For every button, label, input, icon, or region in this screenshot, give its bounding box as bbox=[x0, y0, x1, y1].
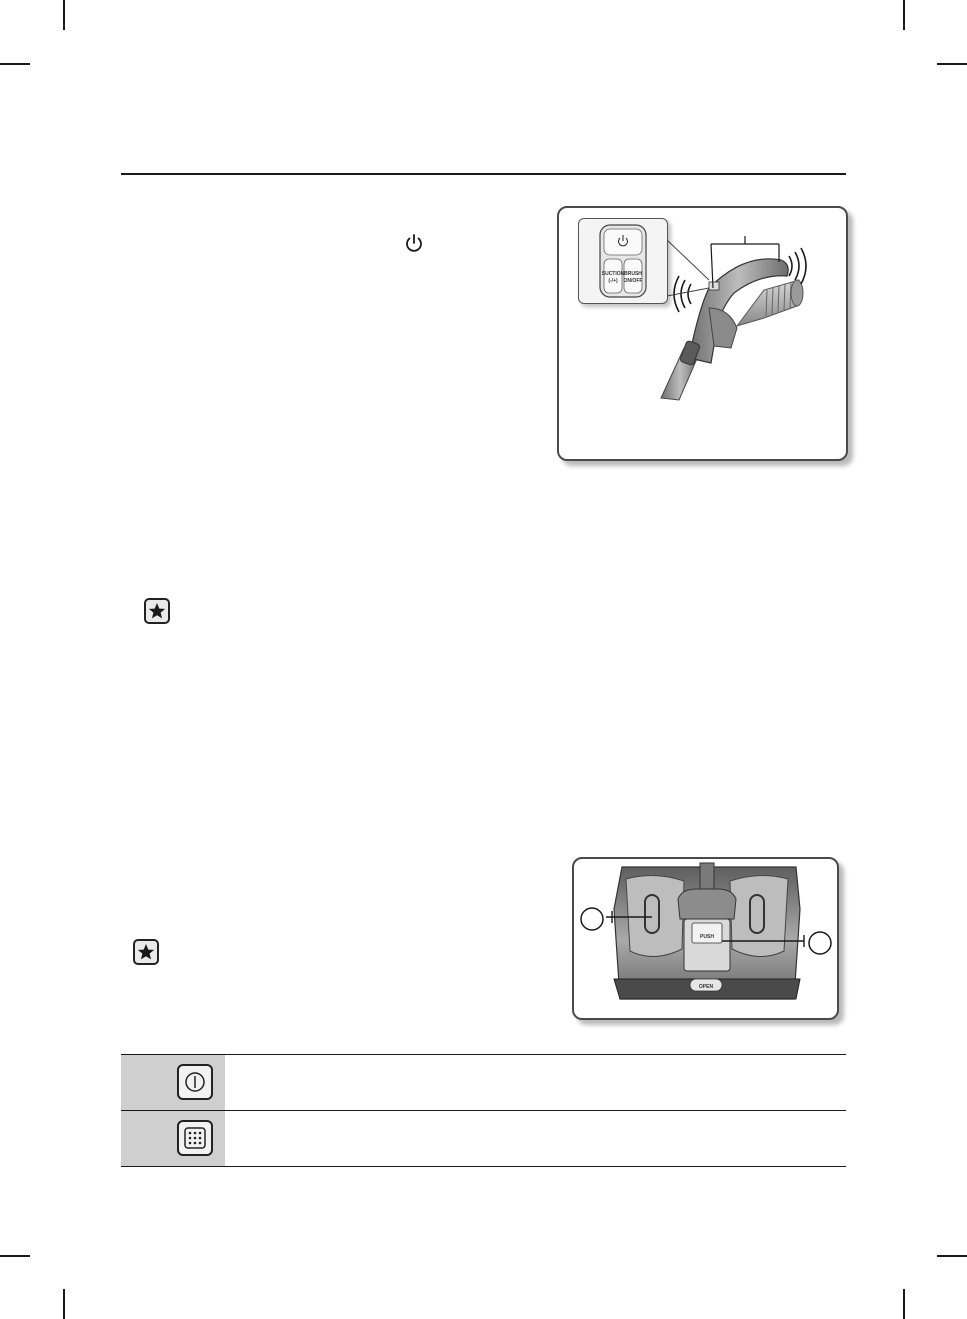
header-rule bbox=[121, 173, 846, 175]
keypad-inset bbox=[578, 218, 668, 304]
crop-mark-bottom-right-h bbox=[937, 1255, 967, 1257]
dust-filter-indicator-icon bbox=[177, 1120, 213, 1156]
star-note-icon bbox=[144, 598, 170, 624]
table-row bbox=[121, 1055, 846, 1111]
indicator-table bbox=[121, 1054, 846, 1167]
keypad-brush-label: BRUSH bbox=[624, 271, 642, 277]
crop-mark-top-right-v bbox=[903, 0, 905, 30]
crop-mark-bottom-right-v bbox=[903, 1289, 905, 1319]
table-row bbox=[121, 1111, 846, 1167]
power-icon bbox=[403, 232, 425, 254]
indicator-text-cell bbox=[225, 1055, 846, 1111]
push-label: PUSH bbox=[700, 934, 714, 940]
keypad-suction-sub: (-/+) bbox=[608, 278, 618, 284]
power-indicator-icon bbox=[177, 1064, 213, 1100]
signal-arcs-right bbox=[789, 248, 806, 284]
indicator-icon-cell bbox=[121, 1111, 225, 1167]
open-label: OPEN bbox=[698, 984, 714, 990]
keypad-suction-label: SUCTION bbox=[601, 271, 625, 277]
indicator-text-cell bbox=[225, 1111, 846, 1167]
crop-mark-bottom-left-h bbox=[0, 1255, 30, 1257]
callout-marker-2 bbox=[809, 932, 831, 954]
hose bbox=[737, 280, 803, 326]
keypad-brush-sub: ON/OFF bbox=[623, 278, 643, 284]
push-button bbox=[692, 923, 722, 943]
callout-marker-1 bbox=[581, 908, 603, 930]
body-figure bbox=[572, 857, 839, 1020]
indicator-icon-cell bbox=[121, 1055, 225, 1111]
body-illustration bbox=[574, 859, 837, 1018]
crop-mark-top-left-v bbox=[63, 0, 65, 30]
star-note-icon bbox=[133, 939, 159, 965]
handle-figure bbox=[557, 206, 848, 461]
keypad-power-button bbox=[604, 229, 642, 255]
crop-mark-top-right-h bbox=[937, 63, 967, 65]
crop-mark-bottom-left-v bbox=[63, 1289, 65, 1319]
crop-mark-top-left-h bbox=[0, 63, 30, 65]
